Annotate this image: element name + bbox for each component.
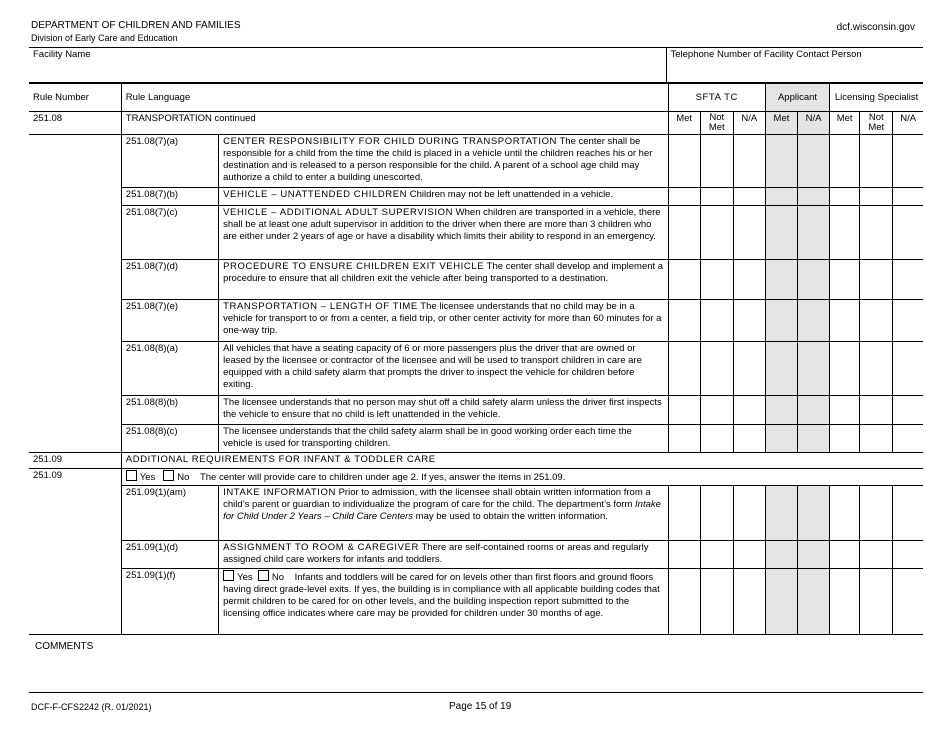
facility-info-table <box>29 47 923 83</box>
met-header: Met <box>668 112 700 135</box>
table-row <box>29 260 923 300</box>
question-text: The center will provide care to children under age 2. If yes, answer the items in 251.09. <box>199 472 566 483</box>
check-cell[interactable] <box>765 486 797 541</box>
website-link[interactable]: dcf.wisconsin.gov <box>836 22 915 33</box>
table-row <box>29 188 923 206</box>
check-cell[interactable] <box>798 300 830 342</box>
rule-text <box>219 206 669 260</box>
check-cell[interactable] <box>700 425 733 453</box>
check-cell[interactable] <box>893 188 923 206</box>
check-cell[interactable] <box>860 260 893 300</box>
check-cell[interactable] <box>668 486 700 541</box>
rule-number: 251.08(7)(b) <box>121 188 218 206</box>
check-cell[interactable] <box>830 396 860 425</box>
check-cell[interactable] <box>765 206 797 260</box>
yes-checkbox[interactable] <box>223 570 234 581</box>
check-cell[interactable] <box>830 541 860 569</box>
section-row <box>29 453 923 469</box>
rule-title: ASSIGNMENT TO ROOM & CAREGIVER <box>223 542 420 553</box>
table-row <box>29 569 923 635</box>
rule-body: There are self-contained rooms or areas and regularly assigned child care workers for infants and toddlers. <box>223 542 649 565</box>
check-cell[interactable] <box>765 541 797 569</box>
rule-text: The licensee understands that the child safety alarm shall be in good working order each time the vehicle is used for transporting children. <box>219 425 669 453</box>
check-cell[interactable] <box>668 206 700 260</box>
check-cell[interactable] <box>798 396 830 425</box>
check-cell[interactable] <box>893 206 923 260</box>
rule-number: 251.08(7)(d) <box>121 260 218 300</box>
check-cell[interactable] <box>860 541 893 569</box>
check-cell[interactable] <box>893 425 923 453</box>
page-number: Page 15 of 19 <box>449 701 512 712</box>
rule-body: Infants and toddlers will be cared for on levels other than first floors and ground floors having direct grade-level exits. If yes, the building is in compliance with all applicable building codes that permit children to be cared for on other levels, and the building inspection report submitted to the licensing office indicates where care may be provided for children under 30 months of age. <box>223 572 660 619</box>
no-checkbox[interactable] <box>258 570 269 581</box>
check-cell[interactable] <box>700 569 733 635</box>
check-cell[interactable] <box>733 206 765 260</box>
under-two-question <box>121 469 923 486</box>
table-row <box>29 342 923 396</box>
check-cell[interactable] <box>893 260 923 300</box>
rule-body: When children are transported in a vehicle, there shall be at least one adult supervisor in addition to the driver when there are more than 3 children who are either under 2 years of age or have a disability which limits their ability to respond in an emergency. <box>223 207 661 242</box>
rule-number: 251.08(7)(e) <box>121 300 218 342</box>
rule-language-header: Rule Language <box>121 84 668 112</box>
rule-title: VEHICLE – UNATTENDED CHILDREN <box>223 189 408 200</box>
rule-title: TRANSPORTATION – LENGTH OF TIME <box>223 301 418 312</box>
met-header: Met <box>830 112 860 135</box>
check-cell[interactable] <box>765 188 797 206</box>
sfta-tc-header: SFTA TC <box>668 84 765 112</box>
rule-text <box>219 486 669 541</box>
rule-number-header: Rule Number <box>29 84 121 112</box>
rule-body: The center shall be responsible for a child from the time the child is placed in a vehicle until the children reaches his or her destination and is released to a person responsible for the child. A parent of a school age child may authorize a child to enter a building unescorted. <box>223 136 653 183</box>
comments-label: COMMENTS <box>35 641 94 652</box>
check-cell[interactable] <box>893 342 923 396</box>
table-row <box>29 425 923 453</box>
no-checkbox[interactable] <box>163 470 174 481</box>
check-cell[interactable] <box>733 135 765 188</box>
check-cell[interactable] <box>893 486 923 541</box>
rule-title: PROCEDURE TO ENSURE CHILDREN EXIT VEHICLE <box>223 261 485 272</box>
check-cell[interactable] <box>733 188 765 206</box>
check-cell[interactable] <box>700 260 733 300</box>
section-number: 251.09 <box>29 453 121 469</box>
check-cell[interactable] <box>830 260 860 300</box>
check-cell[interactable] <box>765 396 797 425</box>
check-cell[interactable] <box>765 300 797 342</box>
rule-text: The licensee understands that no person may shut off a child safety alarm unless the driver first inspects the vehicle to ensure that no child is left unattended in the vehicle. <box>219 396 669 425</box>
check-cell[interactable] <box>893 300 923 342</box>
rule-number: 251.09(1)(am) <box>121 486 218 541</box>
section-title: ADDITIONAL REQUIREMENTS FOR INFANT & TODDLER CARE <box>121 453 923 469</box>
phone-field[interactable] <box>666 48 923 83</box>
check-cell[interactable] <box>700 541 733 569</box>
check-cell[interactable] <box>668 300 700 342</box>
check-cell[interactable] <box>700 396 733 425</box>
page-header <box>31 20 240 44</box>
rule-title: CENTER RESPONSIBILITY FOR CHILD DURING TRANSPORTATION <box>223 136 558 147</box>
check-cell[interactable] <box>733 260 765 300</box>
check-cell[interactable] <box>798 188 830 206</box>
check-cell[interactable] <box>798 206 830 260</box>
check-cell[interactable] <box>700 342 733 396</box>
check-cell[interactable] <box>733 300 765 342</box>
facility-name-field[interactable] <box>29 48 666 83</box>
check-cell[interactable] <box>668 425 700 453</box>
rule-text <box>219 300 669 342</box>
check-cell[interactable] <box>830 300 860 342</box>
check-cell[interactable] <box>733 396 765 425</box>
check-cell[interactable] <box>700 206 733 260</box>
check-cell[interactable] <box>860 188 893 206</box>
check-cell[interactable] <box>893 135 923 188</box>
rule-title: VEHICLE – ADDITIONAL ADULT SUPERVISION <box>223 207 454 218</box>
check-cell[interactable] <box>893 396 923 425</box>
check-cell[interactable] <box>700 135 733 188</box>
footer-divider <box>29 692 923 693</box>
check-cell[interactable] <box>830 135 860 188</box>
table-row <box>29 486 923 541</box>
rule-number: 251.08(8)(a) <box>121 342 218 396</box>
form-id: DCF-F-CFS2242 (R. 01/2021) <box>31 702 152 712</box>
check-cell[interactable] <box>798 425 830 453</box>
check-cell[interactable] <box>830 486 860 541</box>
table-row <box>29 135 923 188</box>
rules-checklist-table <box>29 83 923 635</box>
yes-label: Yes <box>237 572 253 583</box>
rule-body: Children may not be left unattended in a vehicle. <box>407 189 614 200</box>
check-cell[interactable] <box>700 486 733 541</box>
check-cell[interactable] <box>860 569 893 635</box>
phone-label: Telephone Number of Facility Contact Person <box>670 49 862 60</box>
check-cell[interactable] <box>765 135 797 188</box>
na-header: N/A <box>893 112 923 135</box>
section-title: TRANSPORTATION continued <box>121 112 668 135</box>
check-cell[interactable] <box>798 135 830 188</box>
check-cell[interactable] <box>765 425 797 453</box>
check-cell[interactable] <box>733 541 765 569</box>
applicant-header: Applicant <box>765 84 829 112</box>
facility-name-label: Facility Name <box>33 49 91 60</box>
table-row <box>29 396 923 425</box>
check-cell[interactable] <box>798 569 830 635</box>
rule-number: 251.08(8)(c) <box>121 425 218 453</box>
rule-text <box>219 188 669 206</box>
check-cell[interactable] <box>765 569 797 635</box>
check-cell[interactable] <box>668 541 700 569</box>
check-cell[interactable] <box>830 188 860 206</box>
check-cell[interactable] <box>733 486 765 541</box>
not-met-header: Not Met <box>700 112 733 135</box>
check-cell[interactable] <box>830 206 860 260</box>
check-cell[interactable] <box>733 569 765 635</box>
no-label: No <box>177 472 190 483</box>
check-cell[interactable] <box>668 342 700 396</box>
rule-number: 251.08(8)(b) <box>121 396 218 425</box>
rule-body: The licensee understands that no child may be in a vehicle for transport to or from a center, a field trip, or other center activity for more than 60 minutes for a one-way trip. <box>223 301 662 336</box>
rule-number: 251.08(7)(a) <box>121 135 218 188</box>
rule-text <box>219 260 669 300</box>
check-cell[interactable] <box>668 135 700 188</box>
check-cell[interactable] <box>860 135 893 188</box>
check-cell[interactable] <box>668 569 700 635</box>
not-met-header: Not Met <box>860 112 893 135</box>
rule-text <box>219 135 669 188</box>
check-cell[interactable] <box>860 396 893 425</box>
yes-checkbox[interactable] <box>126 470 137 481</box>
check-cell[interactable] <box>765 260 797 300</box>
check-cell[interactable] <box>893 541 923 569</box>
rule-body: Prior to admission, with the licensee shall obtain written information from a child’s parent or guardian to individualize the program of care for the child. The department’s form <box>223 487 651 510</box>
check-cell[interactable] <box>700 188 733 206</box>
check-cell[interactable] <box>733 425 765 453</box>
section-row <box>29 469 923 486</box>
check-cell[interactable] <box>733 342 765 396</box>
check-cell[interactable] <box>700 300 733 342</box>
check-cell[interactable] <box>765 342 797 396</box>
rule-body: may be used to obtain the written information. <box>413 511 608 522</box>
table-row <box>29 206 923 260</box>
yes-label: Yes <box>139 472 156 483</box>
table-row <box>29 541 923 569</box>
division-name: Division of Early Care and Education <box>31 33 178 43</box>
rule-number: 251.08(7)(c) <box>121 206 218 260</box>
check-cell[interactable] <box>860 486 893 541</box>
check-cell[interactable] <box>860 300 893 342</box>
rule-text <box>219 541 669 569</box>
check-cell[interactable] <box>798 342 830 396</box>
check-cell[interactable] <box>893 569 923 635</box>
rule-text: All vehicles that have a seating capacity of 6 or more passengers plus the driver that are owned or leased by the licensee or contractor of the licensee and will be used to transport children in care are equipped with a child safety alarm that prompts the driver to inspect the vehicle for children before exiting. <box>219 342 669 396</box>
rule-text <box>219 569 669 635</box>
no-label: No <box>271 572 285 583</box>
rule-title: INTAKE INFORMATION <box>223 487 336 498</box>
check-cell[interactable] <box>668 260 700 300</box>
department-name: DEPARTMENT OF CHILDREN AND FAMILIES <box>31 20 241 31</box>
check-cell[interactable] <box>798 486 830 541</box>
check-cell[interactable] <box>830 342 860 396</box>
rule-number: 251.09(1)(d) <box>121 541 218 569</box>
check-cell[interactable] <box>860 206 893 260</box>
section-number: 251.08 <box>29 112 121 135</box>
check-cell[interactable] <box>830 425 860 453</box>
check-cell[interactable] <box>668 188 700 206</box>
check-cell[interactable] <box>830 569 860 635</box>
na-header: N/A <box>733 112 765 135</box>
form-title: Intake for Child Under 2 Years – Child Care Centers <box>223 499 661 522</box>
met-header: Met <box>765 112 797 135</box>
check-cell[interactable] <box>798 541 830 569</box>
check-cell[interactable] <box>798 260 830 300</box>
rule-number: 251.09(1)(f) <box>121 569 218 635</box>
licensing-header: Licensing Specialist <box>830 84 923 112</box>
check-cell[interactable] <box>860 342 893 396</box>
rule-body: The center shall develop and implement a procedure to ensure that all children exit the vehicle after being transported to a destination. <box>223 261 664 284</box>
table-row <box>29 300 923 342</box>
check-cell[interactable] <box>668 396 700 425</box>
section-number: 251.09 <box>29 469 121 635</box>
na-header: N/A <box>798 112 830 135</box>
check-cell[interactable] <box>860 425 893 453</box>
